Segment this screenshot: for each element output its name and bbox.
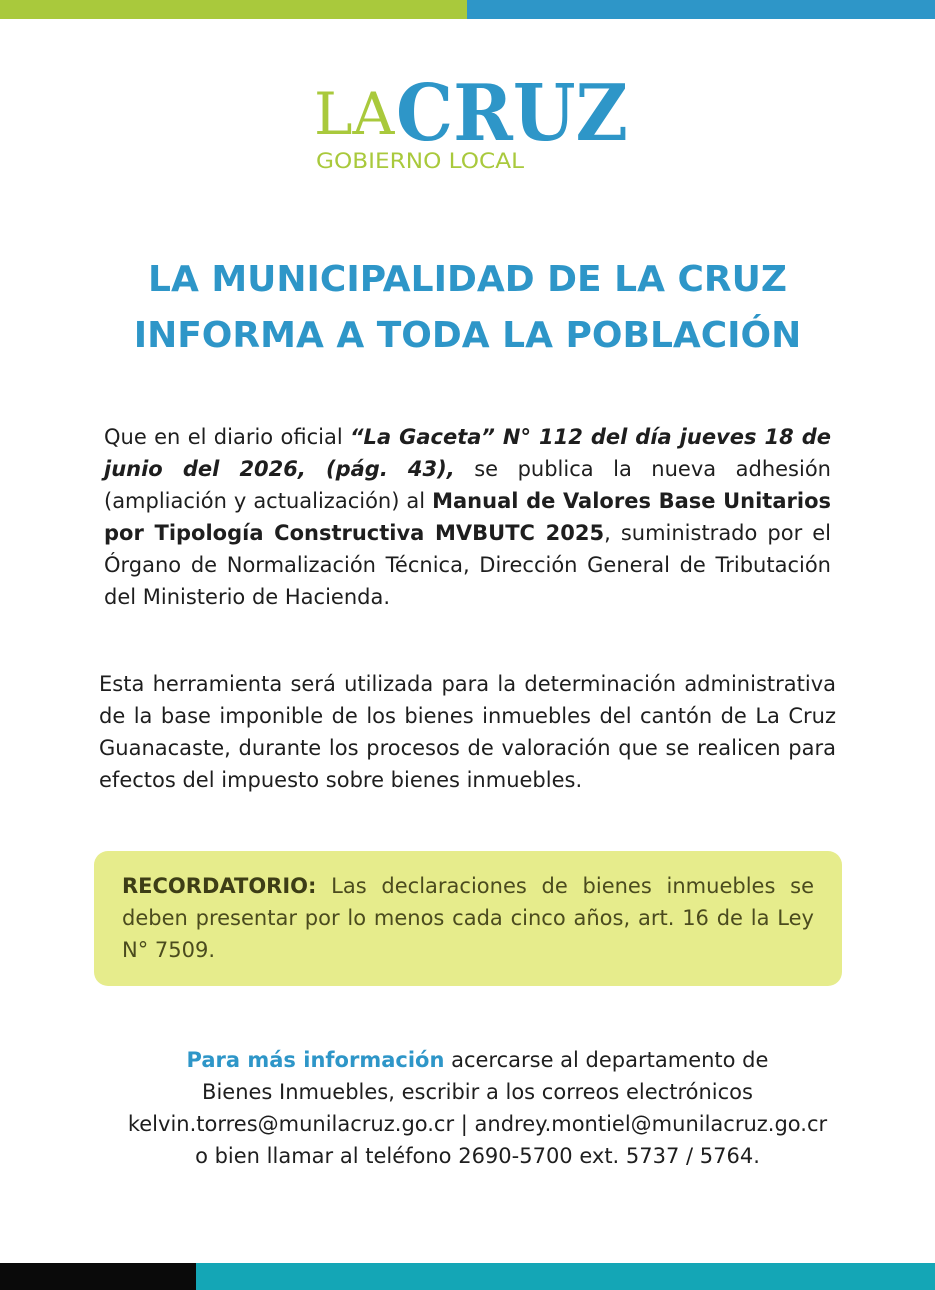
info-line-1 — [0, 1044, 935, 1076]
page-title — [0, 252, 935, 364]
manual-name: Manual de Valores Base Unitarios por Tipología Constructiva MVBUTC 2025 — [104, 489, 832, 545]
info-line-2: Bienes Inmuebles, escribir a los correos electrónicos — [202, 1080, 753, 1104]
tool-usage-paragraph: Esta herramienta será utilizada para la determinación administrativa de la base imponible de los bienes inmuebles del cantón de La Cruz Guanacaste, durante los procesos de valoración que se realicen para efectos del impuesto sobre bienes inmuebles. — [99, 672, 836, 792]
logo-cruz: CRUZ — [396, 68, 628, 159]
email-addresses: kelvin.torres@munilacruz.go.cr | andrey.montiel@munilacruz.go.cr — [127, 1112, 828, 1136]
publication-paragraph — [104, 421, 831, 613]
bottom-bar-black — [0, 1263, 196, 1290]
info-lead: Para más información — [186, 1048, 445, 1072]
gazette-reference: “La Gaceta” N° 112 del día jueves 18 de junio del 2026, (pág. 43), — [104, 425, 831, 481]
contact-info — [0, 1044, 935, 1172]
logo-la: LA — [314, 80, 395, 148]
info-line-1-rest: acercarse al departamento de — [444, 1048, 769, 1072]
p1-text-5: , suministrado por el Órgano de Normalización Técnica, Dirección General de Tributación del Ministerio de Hacienda. — [104, 521, 832, 609]
la-cruz-logo — [300, 58, 640, 178]
phone-line: o bien llamar al teléfono 2690-5700 ext. 5737 / 5764. — [195, 1144, 760, 1168]
reminder-label: RECORDATORIO: — [122, 874, 317, 898]
logo-subtitle: GOBIERNO LOCAL — [316, 149, 525, 173]
top-bar-green — [0, 0, 467, 19]
p1-text-1: Que en el diario oficial — [104, 425, 351, 449]
reminder-box — [94, 851, 842, 986]
headline-line-2: INFORMA A TODA LA POBLACIÓN — [133, 315, 802, 356]
bottom-bar-teal — [196, 1263, 935, 1290]
headline-line-1: LA MUNICIPALIDAD DE LA CRUZ — [148, 259, 787, 300]
p1-text-3: se publica la nueva adhesión (ampliación y actualización) al — [104, 457, 831, 513]
top-bar-blue — [467, 0, 935, 19]
reminder-body: Las declaraciones de bienes inmuebles se deben presentar por lo menos cada cinco años, art. 16 de la Ley N° 7509. — [122, 874, 814, 962]
reminder-text — [122, 870, 814, 966]
